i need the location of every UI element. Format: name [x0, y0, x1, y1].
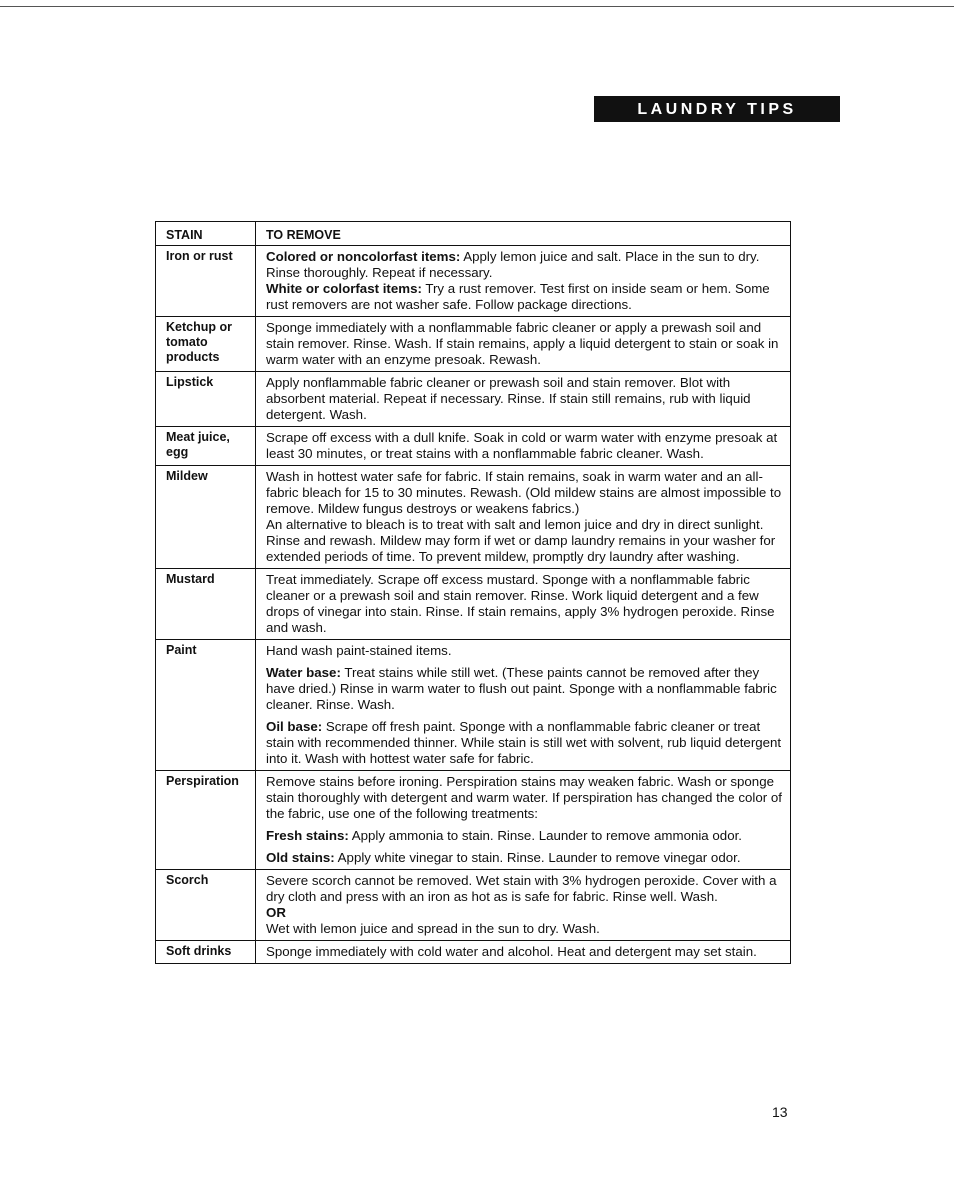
table-row: [156, 372, 791, 427]
instruction-text: Sponge immediately with a nonflammable fabric cleaner or apply a prewash soil and stain remover. Rinse. Wash. If stain remains, apply a liquid detergent to stain or soak in warm water with an enzyme presoak. Rewash.: [266, 320, 779, 367]
instruction-paragraph: [266, 921, 782, 937]
table-row: [156, 466, 791, 569]
table-row: [156, 870, 791, 941]
instruction-text: Apply white vinegar to stain. Rinse. Launder to remove vinegar odor.: [334, 850, 741, 865]
instruction-paragraph: [266, 944, 782, 960]
instruction-paragraph: [266, 469, 782, 517]
instruction-paragraph: [266, 665, 782, 713]
instruction-lead: Fresh stains:: [266, 828, 349, 843]
removal-instructions: [256, 372, 791, 427]
stain-name: Soft drinks: [156, 941, 256, 964]
instruction-paragraph: [266, 850, 782, 866]
instruction-text: Hand wash paint-stained items.: [266, 643, 452, 658]
instruction-paragraph: [266, 774, 782, 822]
instruction-paragraph: [266, 873, 782, 905]
instruction-text: Remove stains before ironing. Perspiration stains may weaken fabric. Wash or sponge stain thoroughly with detergent and warm water. If perspiration has changed the color of the fabric, use one of the following treatments:: [266, 774, 782, 821]
stain-removal-table: [155, 221, 791, 964]
instruction-text: Apply ammonia to stain. Rinse. Launder to remove ammonia odor.: [348, 828, 742, 843]
instruction-text: Severe scorch cannot be removed. Wet stain with 3% hydrogen peroxide. Cover with a dry cloth and press with an iron as hot as is safe for fabric. Rinse well. Wash.: [266, 873, 777, 904]
removal-instructions: [256, 246, 791, 317]
instruction-paragraph: [266, 572, 782, 636]
column-header-to-remove: TO REMOVE: [256, 222, 791, 246]
instruction-lead: OR: [266, 905, 286, 920]
instruction-lead: Water base:: [266, 665, 341, 680]
table-row: [156, 246, 791, 317]
table-row: [156, 427, 791, 466]
instruction-paragraph: [266, 430, 782, 462]
stain-name: Lipstick: [156, 372, 256, 427]
removal-instructions: [256, 870, 791, 941]
removal-instructions: [256, 640, 791, 771]
section-title: LAUNDRY TIPS: [594, 96, 840, 122]
stain-name: Mustard: [156, 569, 256, 640]
stain-name: Paint: [156, 640, 256, 771]
instruction-paragraph: [266, 517, 782, 565]
instruction-text: Wash in hottest water safe for fabric. If stain remains, soak in warm water and an all-fabric bleach for 15 to 30 minutes. Rewash. (Old mildew stains are almost impossible to remove. Mildew fungus destroys or weakens fabrics.): [266, 469, 782, 516]
instruction-lead: White or colorfast items:: [266, 281, 422, 296]
table-row: [156, 317, 791, 372]
instruction-text: An alternative to bleach is to treat with salt and lemon juice and dry in direct sunlight. Rinse and rewash. Mildew may form if wet or damp laundry remains in your washer for extended periods of time. To prevent mildew, promptly dry laundry after washing.: [266, 517, 776, 564]
removal-instructions: [256, 317, 791, 372]
stain-name: Perspiration: [156, 771, 256, 870]
page-number: 13: [772, 1104, 788, 1120]
instruction-paragraph: [266, 719, 782, 767]
table-row: [156, 640, 791, 771]
instruction-lead: Colored or noncolorfast items:: [266, 249, 461, 264]
stain-name: Ketchup or tomato products: [156, 317, 256, 372]
instruction-text: Scrape off fresh paint. Sponge with a nonflammable fabric cleaner or treat stain with recommended thinner. While stain is still wet with solvent, rub liquid detergent into it. Wash with hottest water safe for fabric.: [266, 719, 782, 766]
instruction-text: Scrape off excess with a dull knife. Soak in cold or warm water with enzyme presoak at least 30 minutes, or treat stains with a nonflammable fabric cleaner. Wash.: [266, 430, 778, 461]
table-row: [156, 771, 791, 870]
instruction-paragraph: [266, 281, 782, 313]
stain-name: Meat juice, egg: [156, 427, 256, 466]
instruction-text: Try a rust remover. Test first on inside seam or hem. Some rust removers are not washer safe. Follow package directions.: [266, 281, 770, 312]
instruction-text: Apply lemon juice and salt. Place in the sun to dry. Rinse thoroughly. Repeat if necessary.: [266, 249, 760, 280]
stain-name: Mildew: [156, 466, 256, 569]
table-row: [156, 569, 791, 640]
instruction-text: Treat immediately. Scrape off excess mustard. Sponge with a nonflammable fabric cleaner or a prewash soil and stain remover. Rinse. Work liquid detergent and a few drops of vinegar into stain. Rinse. If stain remains, apply 3% hydrogen peroxide. Rinse and wash.: [266, 572, 775, 635]
instruction-lead: Old stains:: [266, 850, 335, 865]
instruction-paragraph: [266, 320, 782, 368]
stain-name: Iron or rust: [156, 246, 256, 317]
instruction-paragraph: [266, 375, 782, 423]
removal-instructions: [256, 941, 791, 964]
instruction-text: Treat stains while still wet. (These paints cannot be removed after they have dried.) Rinse in warm water to flush out paint. Sponge with a nonflammable fabric cleaner. Rinse. Wash.: [266, 665, 777, 712]
removal-instructions: [256, 466, 791, 569]
stain-name: Scorch: [156, 870, 256, 941]
removal-instructions: [256, 427, 791, 466]
instruction-text: Apply nonflammable fabric cleaner or prewash soil and stain remover. Blot with absorbent material. Repeat if necessary. Rinse. If stain still remains, rub with liquid detergent. Wash.: [266, 375, 751, 422]
column-header-stain: STAIN: [156, 222, 256, 246]
instruction-paragraph: [266, 249, 782, 281]
top-rule: [0, 6, 954, 7]
instruction-paragraph: [266, 905, 782, 921]
instruction-lead: Oil base:: [266, 719, 323, 734]
instruction-paragraph: [266, 643, 782, 659]
instruction-text: Wet with lemon juice and spread in the sun to dry. Wash.: [266, 921, 600, 936]
removal-instructions: [256, 569, 791, 640]
removal-instructions: [256, 771, 791, 870]
table-row: [156, 941, 791, 964]
instruction-text: Sponge immediately with cold water and alcohol. Heat and detergent may set stain.: [266, 944, 757, 959]
table-header-row: [156, 222, 791, 246]
instruction-paragraph: [266, 828, 782, 844]
